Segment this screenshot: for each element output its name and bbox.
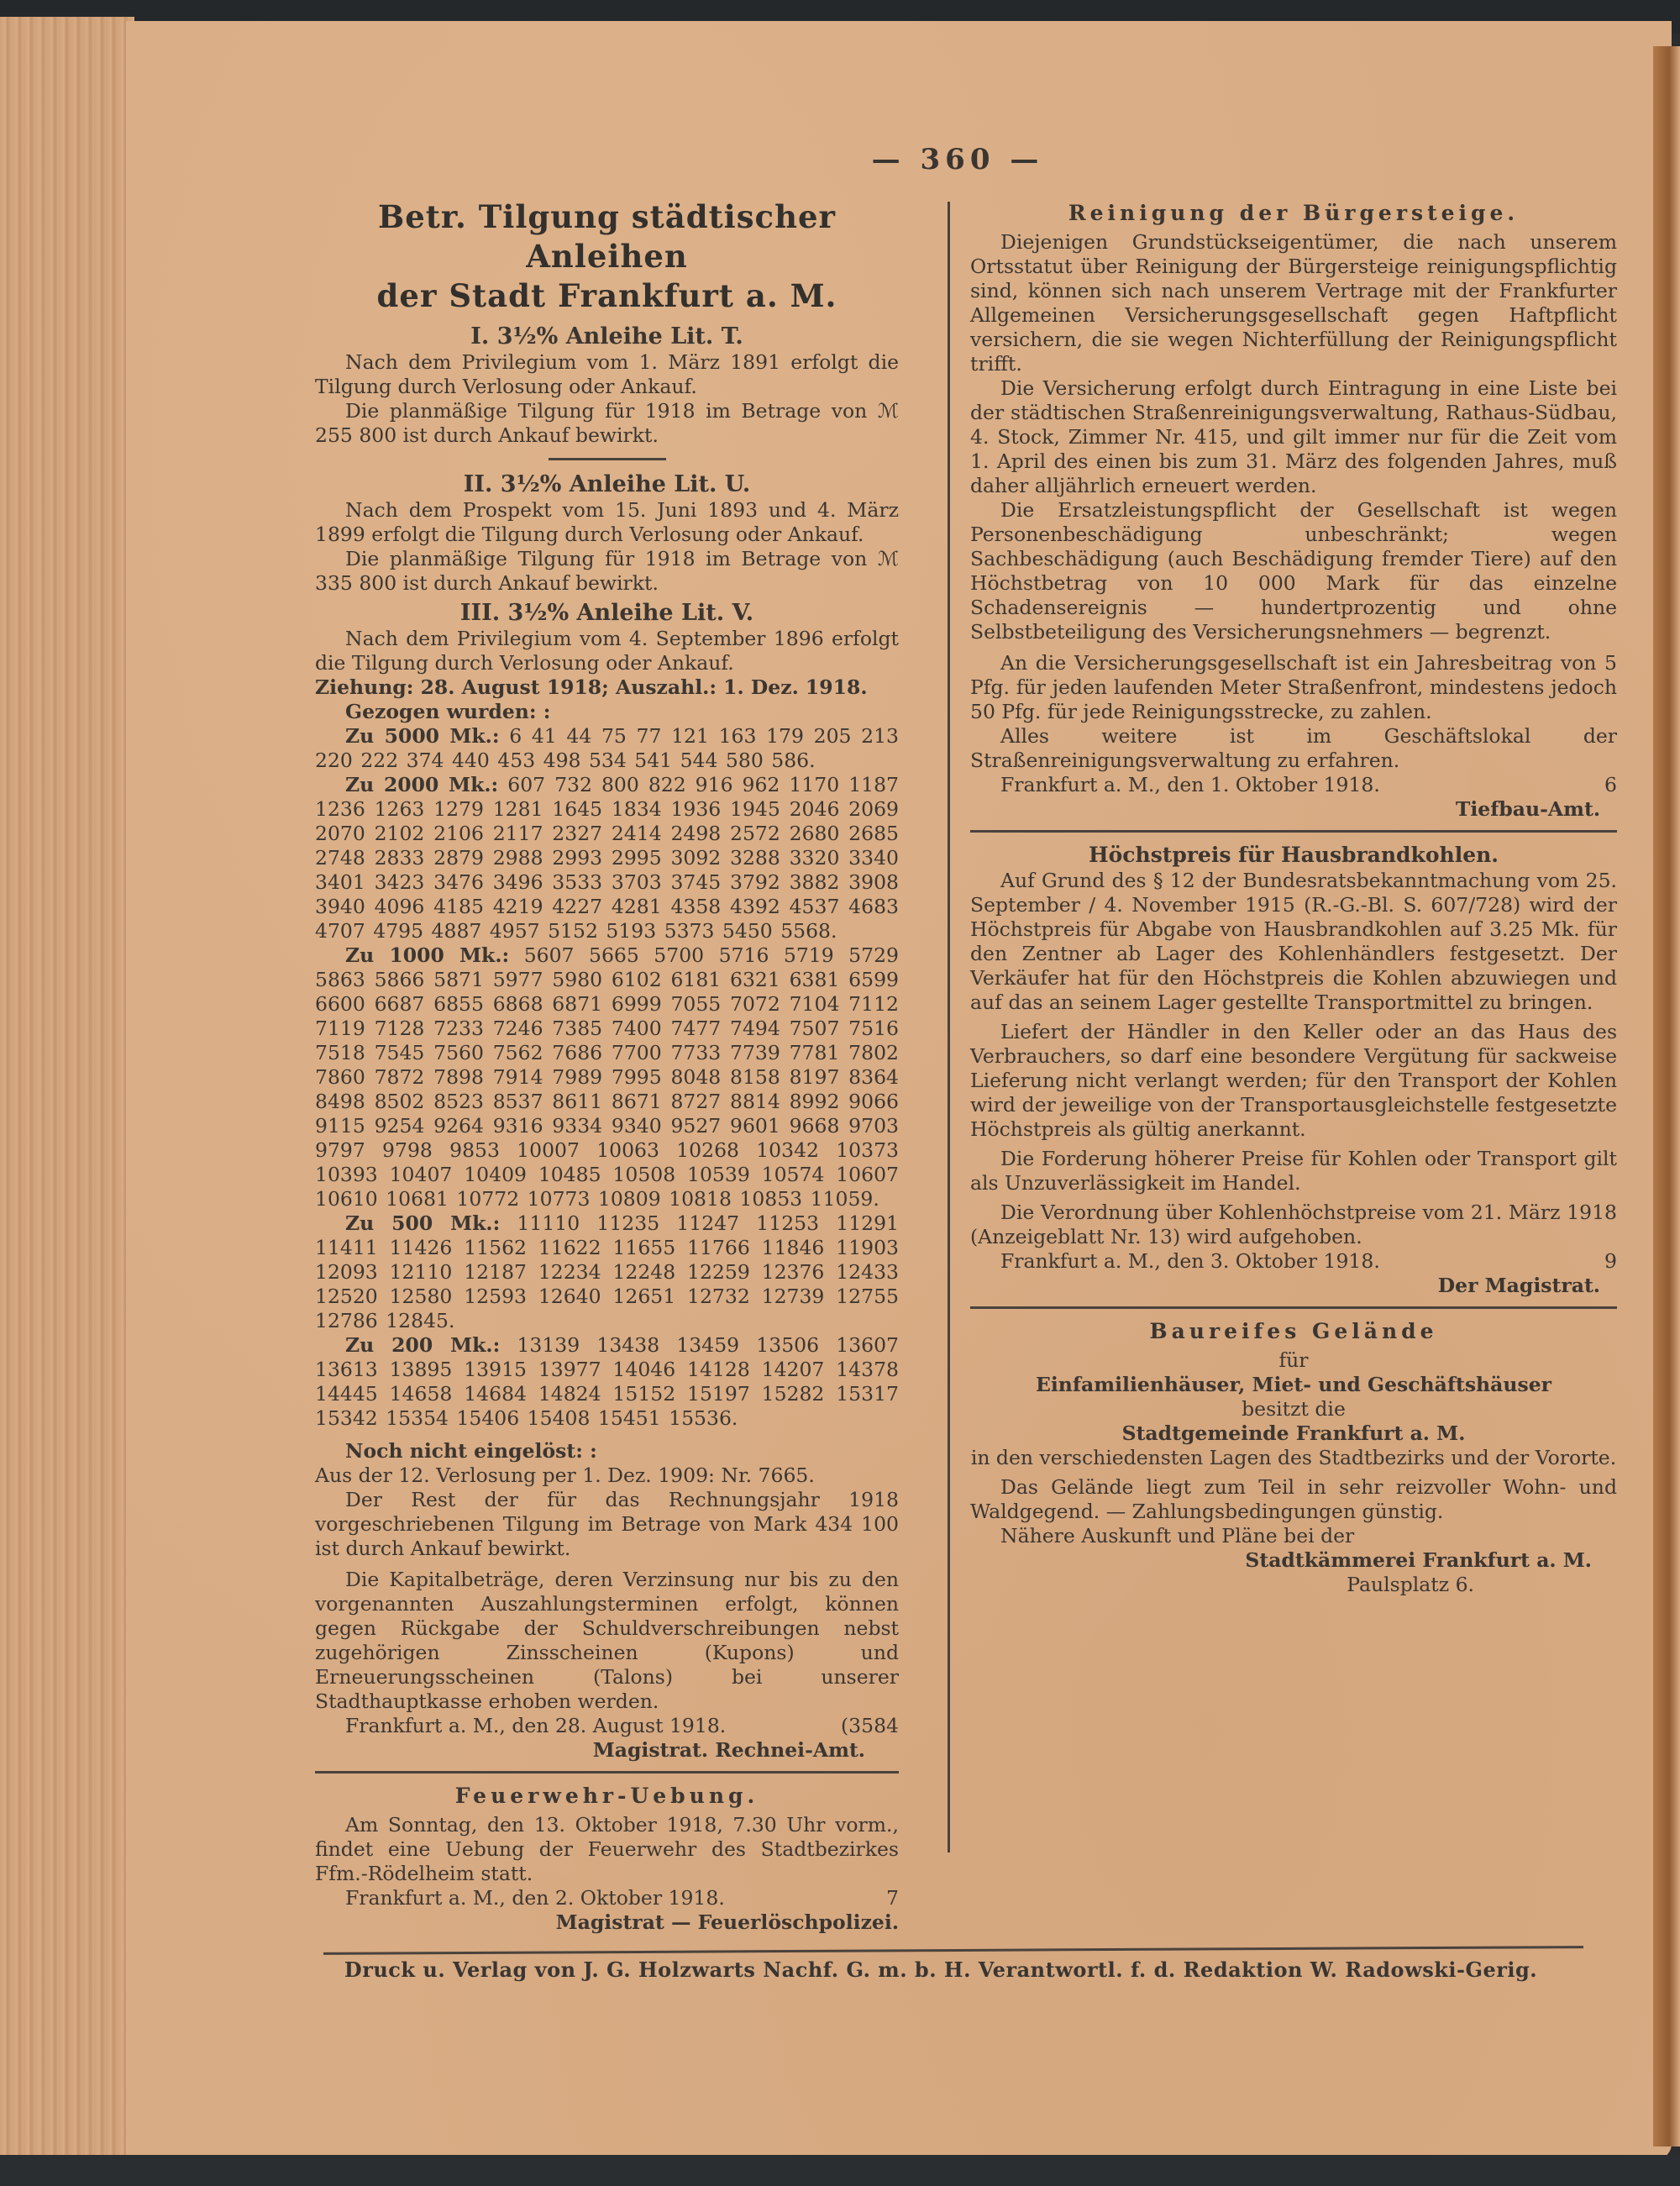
ad-address: Paulsplatz 6. xyxy=(1347,1573,1474,1596)
section-heading: Reinigung der Bürgersteige. xyxy=(1068,201,1520,225)
drawn-2000: Zu 2000 Mk.: 607 732 800 822 916 962 1170 1187 1236 1263 1279 1281 1645 1834 1936 1945 2046 2069 2070 2102 2106 2117 2327 2414 2498 2572 2680 2685 2748 2833 2879 2988 2993 2995 3092 3288 3320 3340 3401 3423 3476 3496 3533 3703 3745 3792 3882 3908 3940 4096 4185 4219 4227 4281 4358 4392 4537 4683 4707 4795 4887 4957 5152 5193 5373 5450 5568. xyxy=(315,773,899,943)
date-line: Frankfurt a. M., den 3. Oktober 1918. xyxy=(1000,1249,1380,1273)
unredeemed-label: Noch nicht eingelöst: : xyxy=(345,1439,597,1463)
ad-line: für xyxy=(1278,1348,1309,1372)
section-divider xyxy=(970,830,1617,833)
notice-coal-price xyxy=(970,843,1617,1298)
section-heading: Feuerwehr-Uebung. xyxy=(454,1784,759,1808)
signature: Tiefbau-Amt. xyxy=(1455,797,1600,821)
ad-heading: Baureifes Gelände xyxy=(1149,1319,1438,1343)
section-lit-t xyxy=(315,324,899,448)
book-cover-bottom xyxy=(0,2155,1680,2186)
drawn-1000: Zu 1000 Mk.: 5607 5665 5700 5716 5719 5729 5863 5866 5871 5977 5980 6102 6181 6321 6381 6599 6600 6687 6855 6868 6871 6999 7055 7072 7104 7112 7119 7128 7233 7246 7385 7400 7477 7494 7507 7516 7518 7545 7560 7562 7686 7700 7733 7739 7781 7802 7860 7872 7898 7914 7989 7995 8048 8158 8197 8364 8498 8502 8523 8537 8611 8671 8727 8814 8992 9066 9115 9254 9264 9316 9334 9340 9527 9601 9668 9703 9797 9798 9853 10007 10063 10268 10342 10373 10393 10407 10409 10485 10508 10539 10574 10607 10610 10681 10772 10773 10809 10818 10853 11059. xyxy=(315,943,899,1211)
right-column xyxy=(970,197,1617,1597)
ad-building-land xyxy=(970,1319,1617,1597)
paragraph: Nach dem Prospekt vom 15. Juni 1893 und 4. März 1899 erfolgt die Tilgung durch Verlosung oder Ankauf. xyxy=(315,498,899,546)
section-lit-u xyxy=(315,472,899,596)
ad-line: Stadtgemeinde Frankfurt a. M. xyxy=(1121,1421,1466,1445)
paragraph: Nach dem Privilegium vom 1. März 1891 erfolgt die Tilgung durch Verlosung oder Ankauf. xyxy=(315,350,899,398)
paragraph: Die Forderung höherer Preise für Kohlen oder Transport gilt als Unzuverlässigkeit im Handel. xyxy=(970,1147,1617,1195)
signature: Magistrat — Feuerlöschpolizei. xyxy=(555,1910,899,1934)
paragraph: Alles weitere ist im Geschäftslokal der Straßenreinigungsverwaltung zu erfahren. xyxy=(970,724,1617,772)
section-divider xyxy=(315,1771,899,1773)
drawn-label: Gezogen wurden: : xyxy=(345,700,551,723)
ad-paragraph: Das Gelände liegt zum Teil in sehr reizvoller Wohn- und Waldgegend. — Zahlungsbedingungen günstig. xyxy=(970,1475,1617,1523)
date-row xyxy=(970,1249,1617,1274)
paragraph: Die Versicherung erfolgt durch Eintragung in eine Liste bei der städtischen Straßenreinigungsverwaltung, Rathaus-Südbau, 4. Stock, Zimmer Nr. 415, und gilt immer nur für die Zeit vom 1. April des einen bis zum 31. März des folgenden Jahres, muß daher alljährlich erneuert werden. xyxy=(970,376,1617,497)
paragraph: Auf Grund des § 12 der Bundesratsbekanntmachung vom 25. September / 4. November 1915 (R.-G.-Bl. S. 607/728) wird der Höchstpreis für Abgabe von Hausbrandkohlen auf 3.25 Mk. für den Zentner ab Lager des Kohlenhändlers festgesetzt. Der Verkäufer hat für den Höchstpreis die Kohlen abzuwiegen und auf das an seinem Lager gestellte Transportmittel zu bringen. xyxy=(970,869,1617,1014)
paragraph: Liefert der Händler in den Keller oder an das Haus des Verbrauchers, so darf eine besondere Vergütung für sackweise Lieferung nicht verlangt werden; für den Transport der Kohlen wird der jeweilige von der Transportausgleichstelle festgesetzte Höchstpreis als gültig anerkannt. xyxy=(970,1020,1617,1141)
signature: Magistrat. Rechnei-Amt. xyxy=(592,1738,865,1762)
reference-number: 9 xyxy=(1604,1249,1617,1273)
paragraph: Die planmäßige Tilgung für 1918 im Betrage von ℳ 335 800 ist durch Ankauf bewirkt. xyxy=(315,547,899,595)
section-divider xyxy=(549,458,666,460)
unredeemed-text: Aus der 12. Verlosung per 1. Dez. 1909: Nr. 7665. xyxy=(315,1463,815,1487)
paragraph: Die Ersatzleistungspflicht der Gesellschaft ist wegen Personenbeschädigung unbeschränkt; wegen Sachbeschädigung (auch Beschädigung fremder Tiere) auf den Höchstbetrag von 10 000 Mark für das einzelne Schadensereignis — hundertprozentig und ohne Selbstbeteiligung des Versicherungsnehmers — begrenzt. xyxy=(970,498,1617,644)
drawing-dates: Ziehung: 28. August 1918; Auszahl.: 1. Dez. 1918. xyxy=(315,675,868,699)
column-divider xyxy=(948,202,950,1852)
notice-fire-drill xyxy=(315,1784,899,1935)
reference-number: 6 xyxy=(1604,773,1617,796)
date-row xyxy=(315,1714,899,1738)
left-column xyxy=(315,197,899,1935)
date-line: Frankfurt a. M., den 28. August 1918. xyxy=(345,1714,727,1737)
signature: Der Magistrat. xyxy=(1437,1274,1600,1297)
paragraph: An die Versicherungsgesellschaft ist ein Jahresbeitrag von 5 Pfg. für jeden laufenden Meter Straßenfront, mindestens jedoch 50 Pfg. für jede Reinigungsstrecke, zu zahlen. xyxy=(970,651,1617,723)
reference-number: (3584 xyxy=(841,1714,899,1737)
section-heading: III. 3½% Anleihe Lit. V. xyxy=(459,600,754,626)
book-spine-edge xyxy=(1653,46,1680,2147)
date-row xyxy=(970,773,1617,797)
ad-line: in den verschiedensten Lagen des Stadtbezirks und der Vororte. xyxy=(970,1446,1617,1469)
drawn-5000: Zu 5000 Mk.: 6 41 44 75 77 121 163 179 205 213 220 222 374 440 453 498 534 541 544 580 586. xyxy=(315,724,899,772)
paragraph: Die Kapitalbeträge, deren Verzinsung nur bis zu den vorgenannten Auszahlungsterminen erfolgt, können gegen Rückgabe der Schuldverschreibungen nebst zugehörigen Zinsscheinen (Kupons) und Erneuerungsscheinen (Talons) bei unserer Stadthauptkasse erhoben werden. xyxy=(315,1568,899,1713)
notice-sidewalk-cleaning xyxy=(970,201,1617,822)
page-number: — 360 — xyxy=(871,143,1044,176)
paragraph: Am Sonntag, den 13. Oktober 1918, 7.30 Uhr vorm., findet eine Uebung der Feuerwehr des Stadtbezirkes Ffm.-Rödelheim statt. xyxy=(315,1813,899,1885)
date-row xyxy=(315,1886,899,1910)
drawn-200: Zu 200 Mk.: 13139 13438 13459 13506 13607 13613 13895 13915 13977 14046 14128 14207 14378 14445 14658 14684 14824 15152 15197 15282 15317 15342 15354 15406 15408 15451 15536. xyxy=(315,1333,899,1430)
ad-line: Einfamilienhäuser, Miet- und Geschäftshäuser xyxy=(1035,1373,1552,1396)
paragraph: Diejenigen Grundstückseigentümer, die nach unserem Ortsstatut über Reinigung der Bürgersteige reinigungspflichtig sind, können sich nach unserem Vertrage mit der Frankfurter Allgemeinen Versicherungsgesellschaft gegen Haftpflicht versichern, die sie wegen Nichterfüllung der Reinigungspflicht trifft. xyxy=(970,230,1617,376)
paragraph: Nach dem Privilegium vom 4. September 1896 erfolgt die Tilgung durch Verlosung oder Ankauf. xyxy=(315,627,899,675)
ad-info: Nähere Auskunft und Pläne bei der xyxy=(1000,1524,1355,1548)
reference-number: 7 xyxy=(886,1886,899,1910)
date-line: Frankfurt a. M., den 2. Oktober 1918. xyxy=(345,1886,725,1910)
section-heading: II. 3½% Anleihe Lit. U. xyxy=(463,471,751,497)
section-heading: I. 3½% Anleihe Lit. T. xyxy=(470,323,743,349)
page-stack-edge xyxy=(0,17,134,2163)
section-heading: Höchstpreis für Hausbrandkohlen. xyxy=(1089,843,1499,867)
ad-office: Stadtkämmerei Frankfurt a. M. xyxy=(1245,1548,1592,1572)
paragraph: Die Verordnung über Kohlenhöchstpreise vom 21. März 1918 (Anzeigeblatt Nr. 13) wird aufgehoben. xyxy=(970,1201,1617,1248)
paragraph: Die planmäßige Tilgung für 1918 im Betrage von ℳ 255 800 ist durch Ankauf bewirkt. xyxy=(315,399,899,447)
drawn-500: Zu 500 Mk.: 11110 11235 11247 11253 11291 11411 11426 11562 11622 11655 11766 11846 11903 12093 12110 12187 12234 12248 12259 12376 12433 12520 12580 12593 12640 12651 12732 12739 12755 12786 12845. xyxy=(315,1211,899,1332)
section-divider xyxy=(970,1306,1617,1309)
date-line: Frankfurt a. M., den 1. Oktober 1918. xyxy=(1000,773,1380,796)
section-lit-v xyxy=(315,601,899,1763)
article-title: Betr. Tilgung städtischer Anleihen der Stadt Frankfurt a. M. xyxy=(376,198,837,314)
imprint-footer: Druck u. Verlag von J. G. Holzwarts Nachf. G. m. b. H. Verantwortl. f. d. Redaktion W. Radowski-Gerig. xyxy=(344,1957,1538,1982)
ad-line: besitzt die xyxy=(1242,1397,1346,1421)
paragraph: Der Rest der für das Rechnungsjahr 1918 vorgeschriebenen Tilgung im Betrage von Mark 434 100 ist durch Ankauf bewirkt. xyxy=(315,1488,899,1560)
